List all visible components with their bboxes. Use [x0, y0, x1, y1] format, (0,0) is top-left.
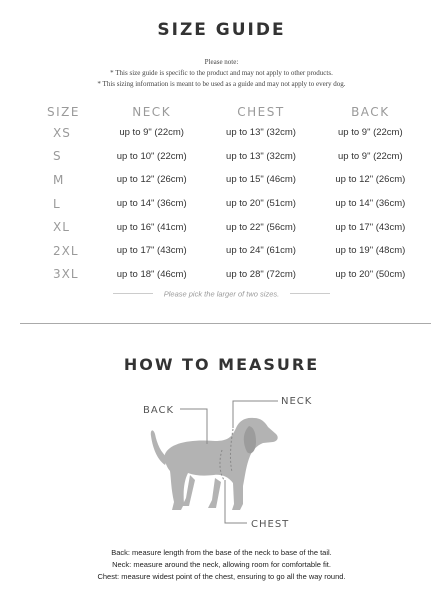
- size-cell: L: [53, 196, 61, 211]
- table-row: [47, 239, 425, 263]
- size-cell: S: [53, 149, 62, 164]
- neck-cell: up to 12" (26cm): [116, 174, 187, 186]
- note-line: * This size guide is specific to the product and may not apply to other products.: [110, 69, 333, 77]
- chest-cell: up to 20" (51cm): [226, 198, 296, 210]
- table-row: [47, 145, 425, 169]
- neck-cell: up to 9" (22cm): [119, 127, 184, 139]
- chest-cell: up to 13" (32cm): [226, 150, 296, 162]
- how-to-measure-title: HOW TO MEASURE: [123, 355, 320, 374]
- note-text: This size guide is specific to the product and may not apply to other products.: [115, 69, 333, 77]
- back-leader-line: [180, 409, 207, 444]
- back-label: BACK: [143, 405, 175, 416]
- column-header-size: SIZE: [47, 105, 80, 119]
- notes-block: [0, 57, 443, 90]
- pick-note-rule-left: [113, 293, 153, 294]
- size-cell: M: [53, 172, 65, 187]
- size-cell: 3XL: [53, 267, 79, 282]
- table-row: [47, 121, 425, 145]
- back-cell: up to 20" (50cm): [335, 268, 406, 280]
- note-text: This sizing information is meant to be used as a guide and may not apply to every dog.: [102, 80, 346, 88]
- pick-note-text: Please pick the larger of two sizes.: [163, 289, 280, 299]
- instruction-back: Back: measure length from the base of the neck to base of the tail.: [111, 548, 332, 557]
- pick-note-rule-right: [290, 293, 330, 294]
- back-cell: up to 12" (26cm): [335, 174, 406, 186]
- column-header-back: BACK: [351, 105, 390, 119]
- neck-cell: up to 10" (22cm): [116, 150, 187, 162]
- chest-cell: up to 13" (32cm): [226, 127, 296, 139]
- chest-cell: up to 15" (46cm): [226, 174, 296, 186]
- section-divider: [20, 323, 431, 324]
- back-cell: up to 17" (43cm): [335, 221, 406, 233]
- instruction-neck: Neck: measure around the neck, allowing room for comfortable fit.: [112, 560, 331, 569]
- chest-cell: up to 28" (72cm): [226, 268, 296, 280]
- back-cell: up to 9" (22cm): [338, 127, 403, 139]
- chest-cell: up to 24" (61cm): [226, 245, 296, 257]
- table-header-row: [47, 103, 425, 121]
- back-cell: up to 9" (22cm): [338, 150, 403, 162]
- table-row: [47, 215, 425, 239]
- pick-note: [0, 285, 443, 303]
- table-row: [47, 192, 425, 216]
- neck-cell: up to 14" (36cm): [116, 198, 187, 210]
- neck-label: NECK: [281, 396, 313, 407]
- back-cell: up to 19" (48cm): [335, 245, 406, 257]
- table-row: [47, 263, 425, 287]
- dog-measure-diagram: [0, 380, 443, 530]
- note-heading: Please note:: [204, 58, 239, 66]
- size-guide-title: SIZE GUIDE: [157, 20, 286, 40]
- note-line: * This sizing information is meant to be used as a guide and may not apply to every dog.: [97, 80, 346, 88]
- neck-cell: up to 18" (46cm): [116, 268, 187, 280]
- instruction-chest: Chest: measure widest point of the chest, ensuring to go all the way round.: [97, 572, 346, 581]
- measure-instructions: [0, 547, 443, 583]
- chest-cell: up to 22" (56cm): [226, 221, 296, 233]
- back-cell: up to 14" (36cm): [335, 198, 406, 210]
- chest-label: CHEST: [251, 519, 290, 530]
- column-header-neck: NECK: [132, 105, 172, 119]
- table-row: [47, 168, 425, 192]
- size-table: [47, 103, 425, 286]
- size-cell: XS: [53, 125, 71, 140]
- column-header-chest: CHEST: [237, 105, 285, 119]
- size-cell: XL: [53, 220, 70, 235]
- dog-silhouette-icon: [151, 418, 278, 510]
- neck-cell: up to 16" (41cm): [116, 221, 187, 233]
- size-cell: 2XL: [53, 243, 79, 258]
- neck-cell: up to 17" (43cm): [116, 245, 187, 257]
